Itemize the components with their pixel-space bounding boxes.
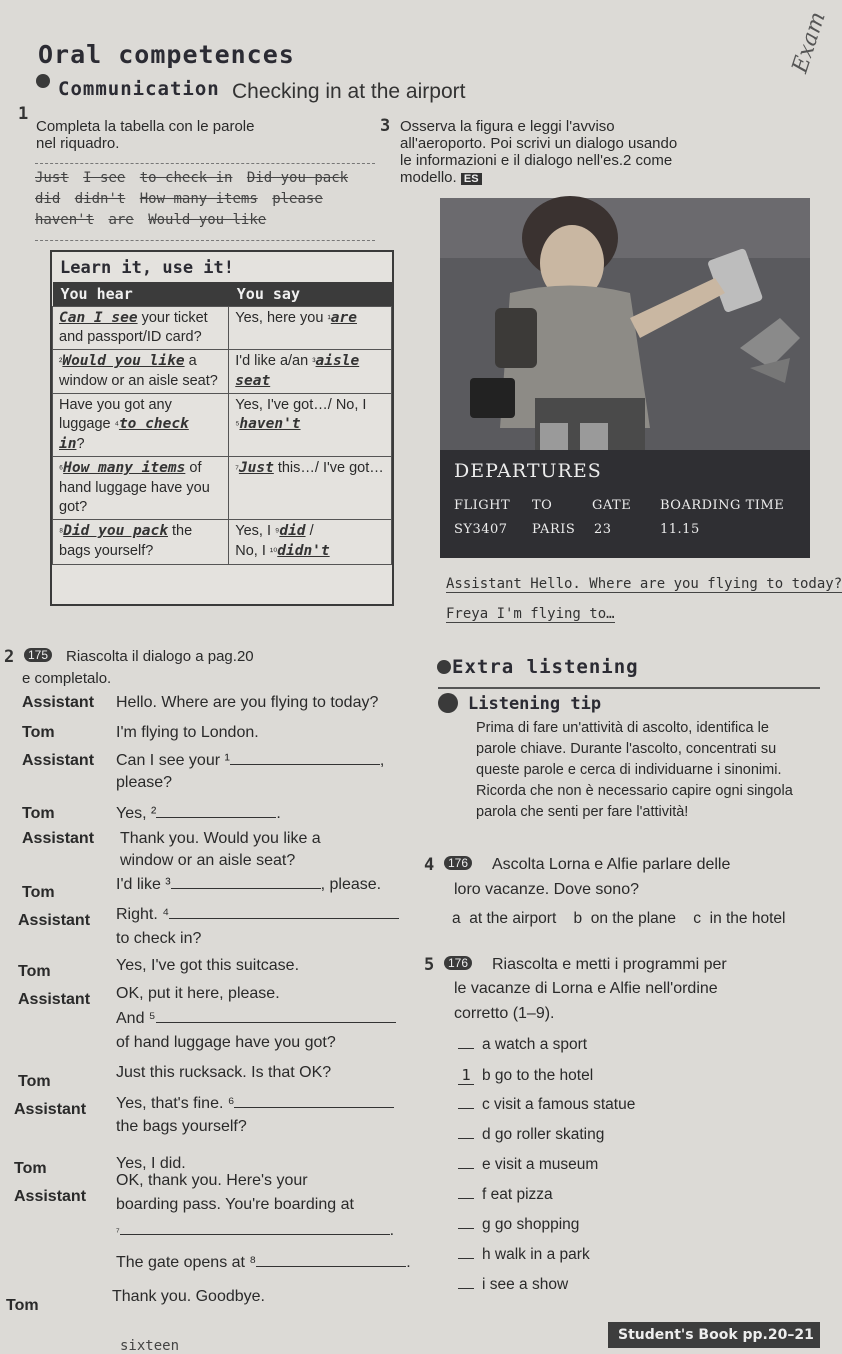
instruction-line-2: all'aeroporto. Poi scrivi un dialogo usando [400,135,678,152]
tip-title: Listening tip [468,694,602,714]
exercise-1-instruction [36,118,254,152]
tip-text: Prima di fare un'attività di ascolto, identifica le parole chiave. Durante l'ascolto, concentrati su queste parole e cerca di individuarne i sinonimi. Ricorda che non è necessario capire ogni singola parola che senti per fare l'attività! [476,720,793,820]
exercise-4-number: 4 [424,855,435,875]
handwritten-answer: are [330,310,357,326]
handwritten-answer: Did you pack [63,523,168,539]
table-row: ²Would you like a window or an aisle seat? I'd like a/an ³aisle seat [53,350,392,394]
answer-blank-1[interactable] [230,764,380,765]
board-time: 11.15 [660,522,700,537]
exercise-2-number: 2 [4,647,15,667]
word-didnt: didn't [74,191,126,207]
speaker: Tom [6,1297,39,1314]
table-title: Learn it, use it! [60,258,234,278]
instruction-line-1: Osserva la figura e leggi l'avviso [400,118,615,135]
board-col-to: TO [532,498,553,513]
dialogue-line: ⁷ . [116,1222,395,1239]
list-item: h walk in a park [458,1246,590,1264]
exercise-4-instruction-l1: Ascolta Lorna e Alfie parlare delle [492,856,731,873]
list-item: a watch a sport [458,1036,587,1054]
handwritten-answer: aisle seat [235,353,360,389]
dialogue-line: Just this rucksack. Is that OK? [116,1064,332,1081]
traveller-illustration [440,198,810,458]
table-row: ⁶How many items of hand luggage have you got? ⁷Just this…/ I've got… [53,457,392,520]
col-you-hear: You hear [53,282,229,307]
cell-text: a window or an aisle seat? [59,353,218,389]
list-item: 1 b go to the hotel [458,1066,593,1085]
dialogue-line: of hand luggage have you got? [116,1034,336,1051]
board-gate: 23 [594,522,612,537]
instruction-line-4: modello. [400,169,457,186]
section-title: Oral competences [38,40,295,69]
word-please: please [272,191,323,207]
cell-text: the bags yourself? [59,523,193,559]
handwritten-answer: to check in [59,416,189,452]
speaker: Tom [22,884,55,901]
speaker: Assistant [18,991,91,1008]
ex3-answer-line-2: Freya I'm flying to… [446,606,615,622]
dialogue-line: OK, thank you. Here's your [116,1172,308,1189]
subsection-topic: Checking in at the airport [232,80,466,103]
cell-text: No, I [235,543,266,559]
handwritten-answer: didn't [277,543,330,559]
answer-blank-3[interactable] [171,888,321,889]
speaker: Assistant [22,752,95,769]
dialogue-line: Yes, I did. [116,1155,186,1172]
cell-text: Yes, I've got…/ No, I [235,397,367,413]
speaker: Assistant [22,830,95,847]
board-flight: SY3407 [454,522,508,537]
speaker: Assistant [14,1188,87,1205]
answer-blank-2[interactable] [156,817,276,818]
departures-board [440,450,810,558]
dialogue-line: Thank you. Would you like a [120,830,321,847]
answer-blank-8[interactable] [256,1266,406,1267]
word-just: Just [35,170,69,186]
board-col-flight: FLIGHT [454,498,511,513]
instruction-line-2: nel riquadro. [36,135,120,152]
exercise-4-options: a at the airport b on the plane c in the hotel [452,910,786,927]
table-row: ⁸Did you pack the bags yourself? Yes, I ⁹did / No, I ¹⁰didn't [53,520,392,565]
speaker: Tom [18,1073,51,1090]
cell-text: your ticket and passport/ID card? [59,310,208,345]
dialogue-line: I'd like ³ , please. [116,876,382,893]
dialogue-line: boarding pass. You're boarding at [116,1196,354,1213]
list-item: d go roller skating [458,1126,604,1144]
subsection-title [58,78,220,100]
word-i-see: I see [83,170,126,186]
table-row: Can I see your ticket and passport/ID card? Yes, here you ¹are [53,307,392,350]
audio-track-176-icon[interactable]: 176 [444,856,472,870]
handwritten-answer: haven't [239,416,301,432]
dialogue-line: Right. ⁴ [116,906,399,924]
cell-text: Have you got any luggage [59,397,172,432]
cell-text: I'd like a/an [235,353,309,369]
speaker: Tom [22,724,55,741]
instruction-line-3: le informazioni e il dialogo nell'es.2 come [400,152,673,169]
word-box [35,163,375,241]
dialogue-line: I'm flying to London. [116,724,259,741]
speaker: Assistant [14,1101,87,1118]
speaker: Tom [14,1160,47,1177]
word-havent: haven't [35,212,95,228]
handwritten-answer: How many items [63,460,186,476]
speaker: Assistant [22,694,95,711]
extra-listening-title: Extra listening [452,656,639,678]
col-you-say: You say [229,282,392,307]
word-how-many-items: How many items [139,191,258,207]
dialogue-line: Thank you. Goodbye. [112,1288,265,1305]
audio-track-175-icon[interactable]: 175 [24,648,52,662]
subsection-label: Communication [58,78,220,100]
speaker: Tom [22,805,55,822]
students-book-reference: Student's Book pp.20–21 [608,1322,820,1348]
speaker: Tom [18,963,51,980]
speaker: Assistant [18,912,91,929]
board-destination: PARIS [532,522,576,537]
dialogue-line: Hello. Where are you flying to today? [116,694,379,711]
word-would-you-like: Would you like [148,212,267,228]
exercise-5-number: 5 [424,955,435,975]
dialogue-line: the bags yourself? [116,1118,247,1135]
tip-divider [438,687,820,689]
dialogue-line: OK, put it here, please. [116,985,280,1002]
instruction-line-1: Completa la tabella con le parole [36,118,255,135]
exercise-3-number: 3 [380,116,391,136]
es-badge: ES [461,173,482,185]
answer-blank-5[interactable] [156,1022,396,1023]
dialogue-line: Yes, that's fine. ⁶ [116,1095,394,1113]
tip-icon [438,693,458,713]
list-item: f eat pizza [458,1186,553,1204]
board-col-gate: GATE [592,498,632,513]
exercise-2-instruction-l2: e completalo. [22,670,112,687]
exercise-5-instruction-l2: le vacanze di Lorna e Alfie nell'ordine [454,980,718,997]
answer-blank-7[interactable] [120,1234,390,1235]
list-item: g go shopping [458,1216,579,1234]
exercise-3-instruction [400,118,677,188]
exercise-5-instruction-l1: Riascolta e metti i programmi per [492,956,727,973]
handwritten-answer: Just [238,460,274,476]
handwritten-answer: Can I see [59,310,138,326]
handwritten-answer: Would you like [62,353,185,369]
exercise-4-instruction-l2: loro vacanze. Dove sono? [454,881,639,898]
subsection-bullet [36,74,50,93]
word-did-you-pack: Did you pack [246,170,349,186]
handwritten-answer: did [279,523,306,539]
board-col-time: BOARDING TIME [660,498,785,513]
word-are: are [108,212,134,228]
dialogue-line: Yes, I've got this suitcase. [116,957,300,974]
list-item: e visit a museum [458,1156,598,1174]
learn-it-table [50,250,394,606]
ex3-answer-line-1: Assistant Hello. Where are you flying to today? [446,576,842,592]
page-number: sixteen [120,1338,180,1354]
side-label: Exam [787,8,831,77]
dialogue-line: window or an aisle seat? [120,852,296,869]
dialogue-line: Yes, ² . [116,805,281,822]
dialogue-line: Can I see your ¹ , [116,752,385,769]
table-row: Have you got any luggage ⁴to check in? Yes, I've got…/ No, I ⁵haven't [53,394,392,457]
exercise-5-instruction-l3: corretto (1–9). [454,1005,555,1022]
dialogue-line: The gate opens at ⁸ . [116,1254,411,1271]
cell-text: Yes, here you [235,310,324,326]
board-title: DEPARTURES [454,460,602,482]
cell-text: this…/ I've got… [277,460,384,476]
dialogue-line: And ⁵ [116,1010,396,1028]
cell-text: of hand luggage have you got? [59,460,210,515]
word-to-check-in: to check in [139,170,233,186]
dialogue-line: please? [116,774,173,791]
list-item: c visit a famous statue [458,1096,635,1114]
audio-track-176-icon[interactable]: 176 [444,956,472,970]
exercise-2-instruction-l1: Riascolta il dialogo a pag.20 [66,648,254,665]
answer-blank-6[interactable] [234,1107,394,1108]
word-did: did [35,191,61,207]
dialogue-line: to check in? [116,930,202,947]
answer-blank-4[interactable] [169,918,399,919]
exercise-1-number: 1 [18,104,29,124]
cell-text: Yes, I [235,523,272,539]
extra-bullet [437,660,451,679]
list-item: i see a show [458,1276,568,1294]
